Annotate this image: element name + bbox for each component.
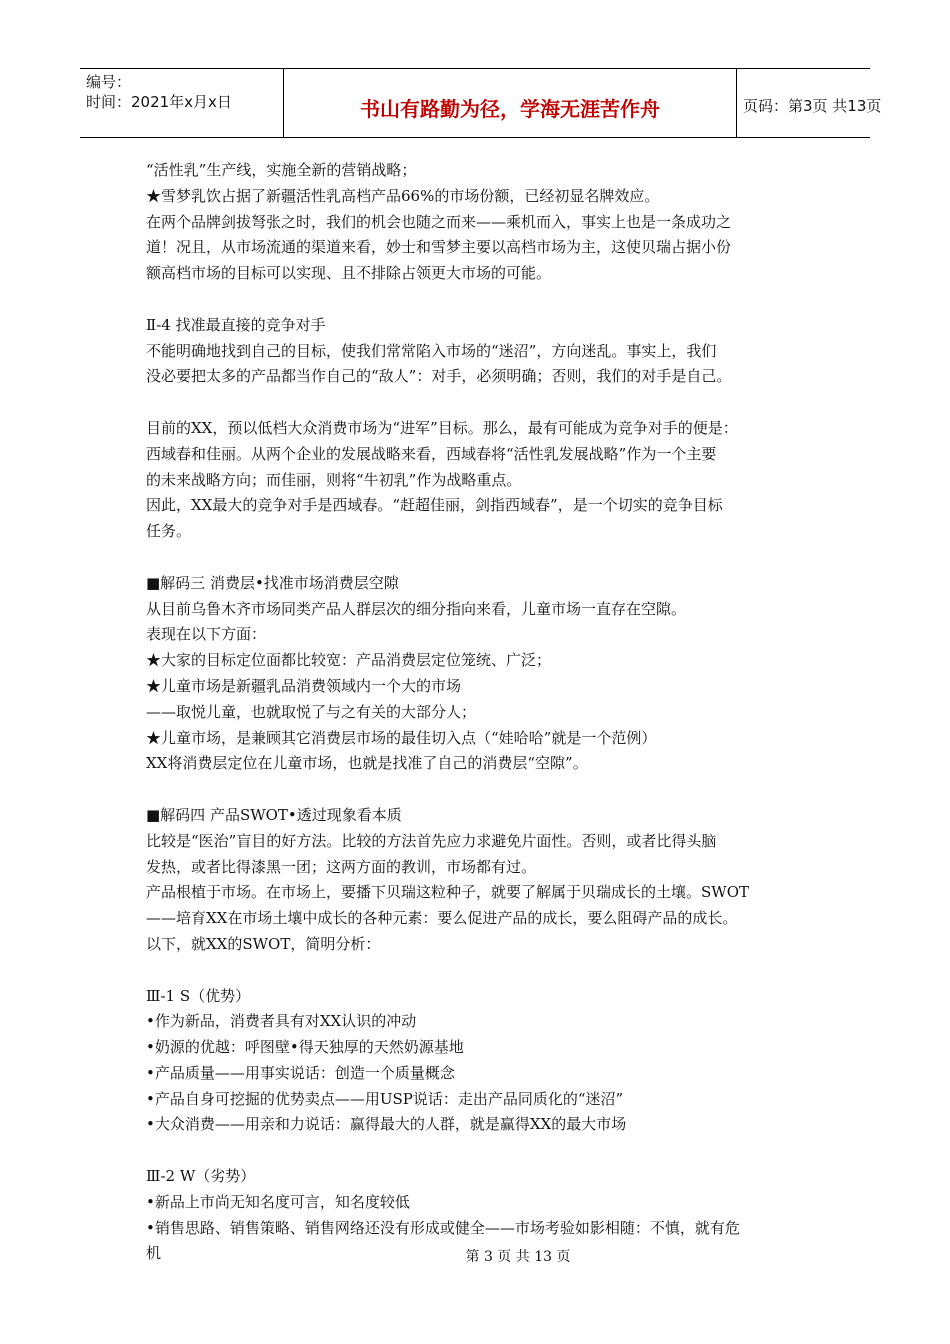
list-item: •产品质量——用事实说话：创造一个质量概念	[146, 1063, 455, 1082]
paragraph-gap	[146, 545, 812, 571]
body-line: 表现在以下方面：	[146, 625, 267, 644]
body-line: 的未来战略方向；而佳丽，则将“牛初乳”作为战略重点。	[146, 470, 522, 489]
body-line: 在两个品牌剑拔弩张之时，我们的机会也随之而来——乘机而入，事实上也是一条成功之	[146, 212, 732, 231]
list-item: •产品自身可挖掘的优势卖点——用USP说话：走出产品同质化的“迷沼”	[146, 1089, 624, 1108]
body-line: 任务。	[146, 522, 192, 541]
section-heading: Ⅱ-4 找准最直接的竞争对手	[146, 315, 326, 334]
body-line: 因此，XX最大的竞争对手是西域春。“赶超佳丽，剑指西域春”，是一个切实的竞争目标	[146, 496, 723, 515]
document-number-label: 编号：	[86, 73, 132, 91]
body-line: “活性乳”生产线，实施全新的营销战略；	[146, 161, 417, 179]
footer-page-number: 第 3 页 共 13 页	[465, 1249, 571, 1265]
header-motto-cell	[284, 69, 737, 137]
paragraph-gap	[146, 958, 812, 984]
body-line: XX将消费层定位在儿童市场，也就是找准了自己的消费层“空隙”。	[146, 754, 588, 773]
body-line: 产品根植于市场。在市场上，要播下贝瑞这粒种子，就要了解属于贝瑞成长的土壤。SWOT	[146, 883, 749, 902]
list-item: •大众消费——用亲和力说话：赢得最大的人群，就是赢得XX的最大市场	[146, 1115, 627, 1134]
section-heading: Ⅲ-2 W（劣势）	[146, 1167, 256, 1186]
paragraph-gap	[146, 287, 812, 313]
body-line: ——取悦儿童，也就取悦了与之有关的大部分人；	[146, 702, 477, 721]
paragraph-gap	[146, 390, 812, 416]
header-meta-cell	[80, 69, 284, 137]
document-time-label: 时间：2021年x月x日	[86, 93, 232, 111]
section-heading: Ⅲ-1 S（优势）	[146, 986, 251, 1005]
page-footer	[0, 1246, 950, 1266]
header-page-code: 页码：第3页 共13页	[743, 97, 882, 115]
section-heading: ■解码三 消费层•找准市场消费层空隙	[146, 573, 399, 592]
body-line: 从目前乌鲁木齐市场同类产品人群层次的细分指向来看，儿童市场一直存在空隙。	[146, 599, 687, 618]
body-line: ——培育XX在市场土壤中成长的各种元素：要么促进产品的成长，要么阻碍产品的成长。	[146, 909, 738, 928]
body-line: 不能明确地找到自己的目标，使我们常常陷入市场的“迷沼”，方向迷乱。事实上，我们	[146, 341, 717, 360]
body-line: ★雪梦乳饮占据了新疆活性乳高档产品66%的市场份额，已经初显名牌效应。	[146, 186, 660, 205]
body-line: ★儿童市场，是兼顾其它消费层市场的最佳切入点（“娃哈哈”就是一个范例）	[146, 728, 657, 747]
document-body	[146, 158, 812, 1267]
paragraph-gap	[146, 1138, 812, 1164]
list-item: •新品上市尚无知名度可言，知名度较低	[146, 1192, 410, 1211]
body-line: 额高档市场的目标可以实现、且不排除占领更大市场的可能。	[146, 264, 552, 283]
body-line: 目前的XX，预以低档大众消费市场为“进军”目标。那么，最有可能成为竞争对手的便是：	[146, 418, 738, 437]
header-motto: 书山有路勤为径，学海无涯苦作舟	[360, 97, 660, 121]
body-line: 以下，就XX的SWOT，简明分析：	[146, 934, 381, 953]
body-line: 没必要把太多的产品都当作自己的“敌人”：对手，必须明确；否则，我们的对手是自己。	[146, 367, 732, 386]
body-line: 比较是“医治”盲目的好方法。比较的方法首先应力求避免片面性。否则，或者比得头脑	[146, 831, 717, 850]
list-item: •作为新品，消费者具有对XX认识的冲动	[146, 1012, 417, 1031]
body-line: 道！况且，从市场流通的渠道来看，妙士和雪梦主要以高档市场为主，这使贝瑞占据小份	[146, 238, 732, 257]
body-line: 西域春和佳丽。从两个企业的发展战略来看，西域春将“活性乳发展战略”作为一个主要	[146, 444, 717, 463]
paragraph-gap	[146, 777, 812, 803]
section-heading: ■解码四 产品SWOT•透过现象看本质	[146, 805, 402, 824]
page-header	[80, 68, 882, 138]
header-page-cell	[737, 69, 882, 137]
body-line: ★大家的目标定位面都比较宽：产品消费层定位笼统、广泛；	[146, 651, 552, 670]
list-item: •销售思路、销售策略、销售网络还没有形成或健全——市场考验如影相随：不慎，就有危	[146, 1218, 740, 1237]
body-line: 发热，或者比得漆黑一团；这两方面的教训，市场都有过。	[146, 857, 537, 876]
body-line: ★儿童市场是新疆乳品消费领域内一个大的市场	[146, 676, 462, 695]
list-item: •奶源的优越：呼图壁•得天独厚的天然奶源基地	[146, 1038, 464, 1057]
list-item: 机	[146, 1244, 162, 1263]
